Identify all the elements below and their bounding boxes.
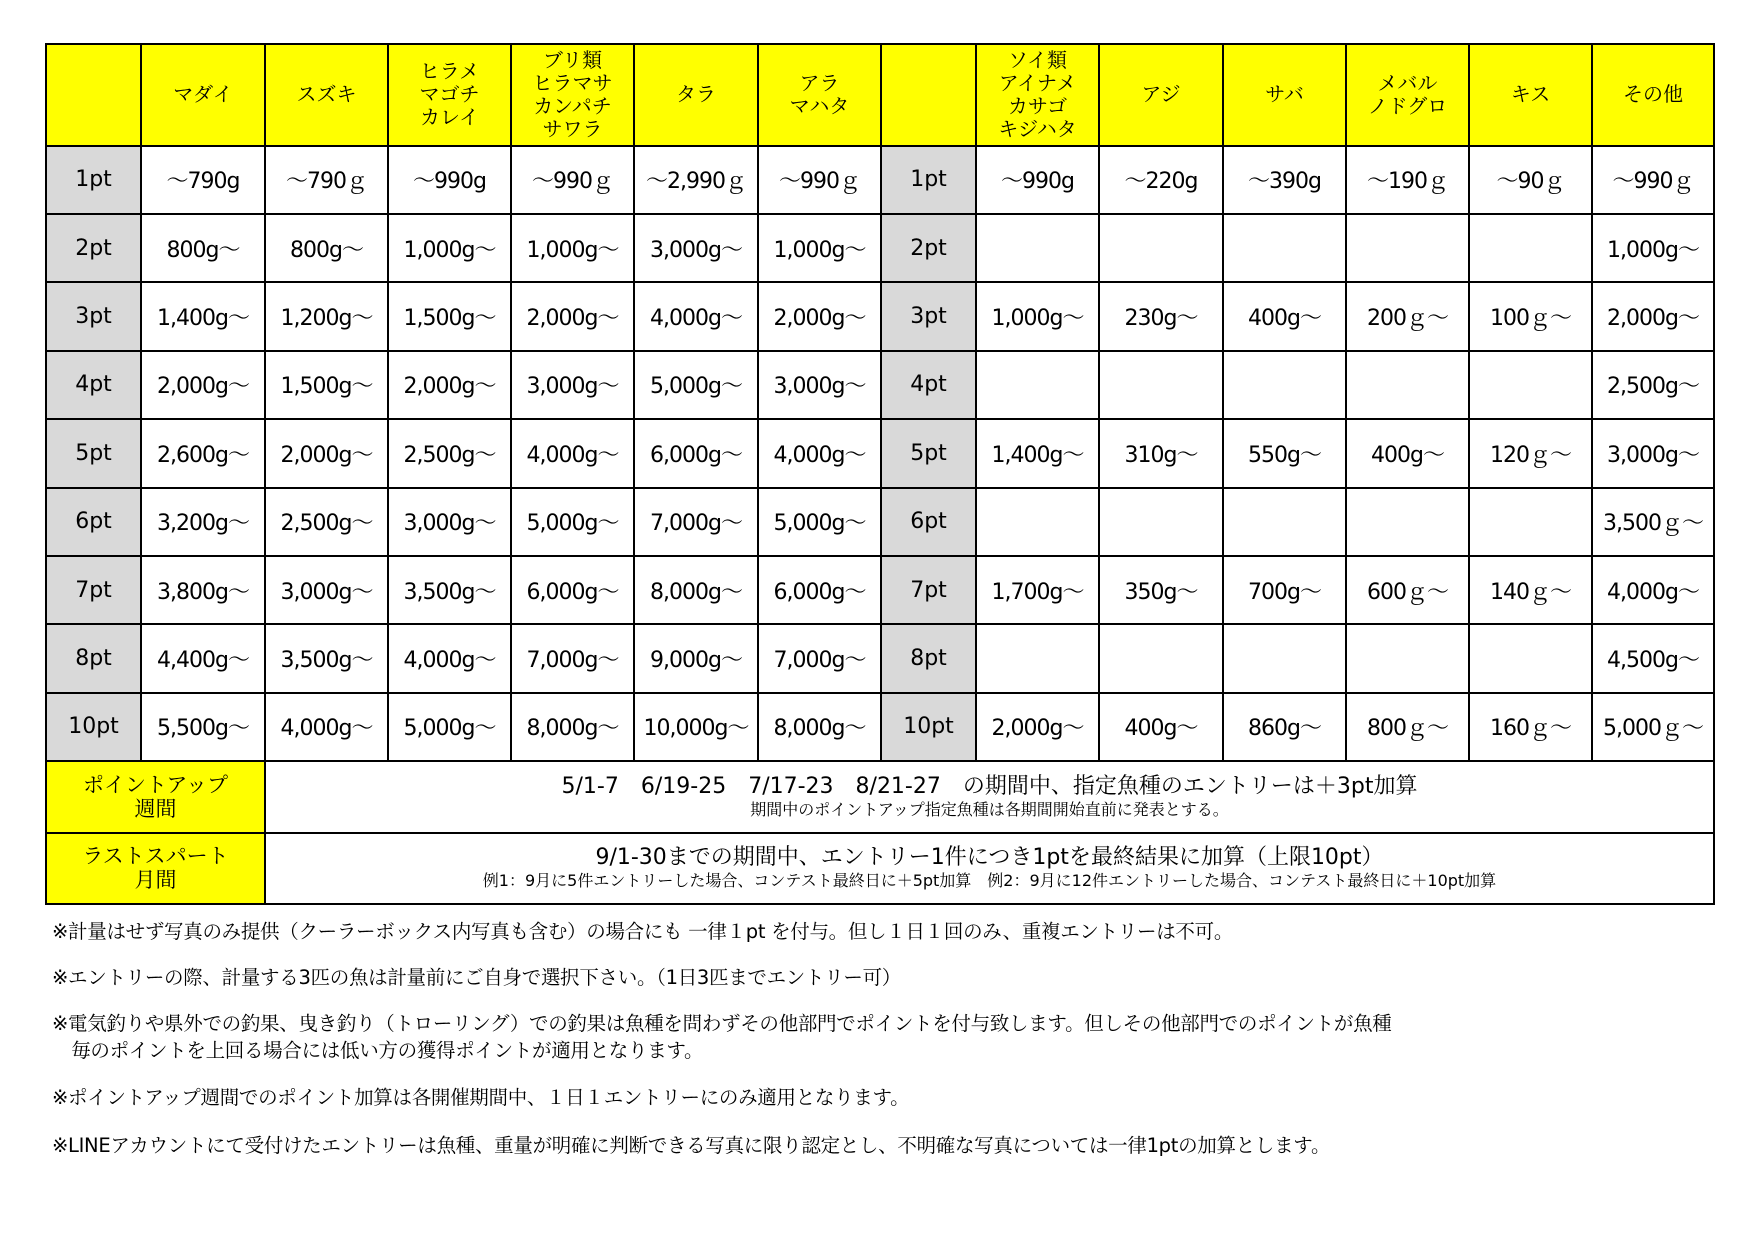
weight-cell: ～90ｇ	[1469, 146, 1592, 214]
points-table-body	[46, 44, 1714, 904]
weight-cell: 350g～	[1099, 556, 1223, 624]
weight-cell	[1469, 488, 1592, 556]
weight-cell: ～2,990ｇ	[634, 146, 758, 214]
weight-cell: 1,000g～	[1592, 214, 1714, 282]
weight-cell: 1,000g～	[511, 214, 634, 282]
points-table	[45, 43, 1715, 905]
weight-cell	[1346, 214, 1469, 282]
header-cell: アラ マハタ	[758, 44, 881, 146]
header-cell: キス	[1469, 44, 1592, 146]
points-label: 4pt	[46, 351, 141, 419]
header-cell: ソイ類 アイナメ カサゴ キジハタ	[976, 44, 1099, 146]
table-row	[46, 282, 1714, 350]
header-cell	[881, 44, 976, 146]
weight-cell: 5,000g～	[758, 488, 881, 556]
weight-cell: 800g～	[141, 214, 265, 282]
weight-cell: 4,000g～	[388, 624, 511, 692]
weight-cell: 400g～	[1223, 282, 1346, 350]
points-label: 1pt	[46, 146, 141, 214]
weight-cell: 6,000g～	[758, 556, 881, 624]
header-cell: ブリ類 ヒラマサ カンパチ サワラ	[511, 44, 634, 146]
weight-cell: 4,000g～	[1592, 556, 1714, 624]
header-cell: マダイ	[141, 44, 265, 146]
weight-cell: 4,500g～	[1592, 624, 1714, 692]
points-label: 3pt	[881, 282, 976, 350]
weight-cell: 6,000g～	[511, 556, 634, 624]
special-row-lastspurt	[46, 833, 1714, 905]
weight-cell: 2,000g～	[388, 351, 511, 419]
special-description	[265, 761, 1714, 832]
weight-cell: 140ｇ～	[1469, 556, 1592, 624]
header-cell: サバ	[1223, 44, 1346, 146]
weight-cell: 10,000g～	[634, 693, 758, 761]
weight-cell	[1223, 214, 1346, 282]
weight-cell	[976, 488, 1099, 556]
header-cell: アジ	[1099, 44, 1223, 146]
note: ※電気釣りや県外での釣果、曳き釣り（トローリング）での釣果は魚種を問わずその他部門でポイントを付与致します。但しその他部門でのポイントが魚種 毎のポイントを上回る場合には低い方の獲得ポイントが適用となります。	[52, 1012, 1392, 1062]
header-cell: その他	[1592, 44, 1714, 146]
header-cell: スズキ	[265, 44, 388, 146]
weight-cell: 800ｇ～	[1346, 693, 1469, 761]
weight-cell	[1469, 351, 1592, 419]
points-label: 5pt	[881, 419, 976, 487]
weight-cell: ～990g	[388, 146, 511, 214]
weight-cell: 7,000g～	[511, 624, 634, 692]
weight-cell: 3,000g～	[758, 351, 881, 419]
weight-cell: 2,000g～	[758, 282, 881, 350]
weight-cell: 1,400g～	[141, 282, 265, 350]
points-label: 6pt	[881, 488, 976, 556]
weight-cell: 400g～	[1099, 693, 1223, 761]
weight-cell: 4,400g～	[141, 624, 265, 692]
weight-cell	[1346, 488, 1469, 556]
special-label: ポイントアップ 週間	[46, 761, 265, 832]
header-cell: ヒラメ マゴチ カレイ	[388, 44, 511, 146]
table-row	[46, 488, 1714, 556]
weight-cell: 9,000g～	[634, 624, 758, 692]
weight-cell: 2,500g～	[1592, 351, 1714, 419]
weight-cell: 2,000g～	[265, 419, 388, 487]
special-sub-text: 期間中のポイントアップ指定魚種は各期間開始直前に発表とする。	[750, 799, 1229, 819]
weight-cell: 3,200g～	[141, 488, 265, 556]
weight-cell: 6,000g～	[634, 419, 758, 487]
weight-cell: 600ｇ～	[1346, 556, 1469, 624]
weight-cell	[1099, 214, 1223, 282]
weight-cell: 4,000g～	[758, 419, 881, 487]
weight-cell: 100ｇ～	[1469, 282, 1592, 350]
weight-cell: 2,500g～	[265, 488, 388, 556]
weight-cell	[1223, 351, 1346, 419]
weight-cell: 230g～	[1099, 282, 1223, 350]
points-label: 10pt	[881, 693, 976, 761]
header-row	[46, 44, 1714, 146]
weight-cell: 1,000g～	[388, 214, 511, 282]
weight-cell: 120ｇ～	[1469, 419, 1592, 487]
note: ※ポイントアップ週間でのポイント加算は各開催期間中、１日１エントリーにのみ適用となります。	[52, 1086, 910, 1109]
weight-cell	[1223, 488, 1346, 556]
points-label: 4pt	[881, 351, 976, 419]
weight-cell: 2,600g～	[141, 419, 265, 487]
table-row	[46, 419, 1714, 487]
weight-cell	[1099, 488, 1223, 556]
weight-cell: 3,500ｇ～	[1592, 488, 1714, 556]
weight-cell: ～990ｇ	[758, 146, 881, 214]
weight-cell: 3,800g～	[141, 556, 265, 624]
special-row-pointup	[46, 761, 1714, 832]
points-label: 10pt	[46, 693, 141, 761]
points-label: 2pt	[881, 214, 976, 282]
points-label: 8pt	[46, 624, 141, 692]
weight-cell	[976, 214, 1099, 282]
weight-cell: 7,000g～	[634, 488, 758, 556]
points-label: 2pt	[46, 214, 141, 282]
weight-cell	[1469, 624, 1592, 692]
points-label: 1pt	[881, 146, 976, 214]
weight-cell: 3,000g～	[265, 556, 388, 624]
special-main-text: 9/1-30までの期間中、エントリー1件につき1ptを最終結果に加算（上限10pt）	[595, 845, 1384, 871]
weight-cell: 1,500g～	[388, 282, 511, 350]
weight-cell: ～990g	[976, 146, 1099, 214]
weight-cell: 3,000g～	[388, 488, 511, 556]
points-label: 7pt	[46, 556, 141, 624]
weight-cell	[1223, 624, 1346, 692]
weight-cell: 7,000g～	[758, 624, 881, 692]
weight-cell: 1,200g～	[265, 282, 388, 350]
weight-cell: 5,000g～	[634, 351, 758, 419]
weight-cell: 700g～	[1223, 556, 1346, 624]
weight-cell: 3,500g～	[388, 556, 511, 624]
weight-cell: 8,000g～	[634, 556, 758, 624]
weight-cell: ～790ｇ	[265, 146, 388, 214]
table-row	[46, 351, 1714, 419]
weight-cell: 4,000g～	[511, 419, 634, 487]
special-main-text: 5/1-7 6/19-25 7/17-23 8/21-27 の期間中、指定魚種のエントリーは＋3pt加算	[561, 773, 1418, 799]
header-cell: メバル ノドグロ	[1346, 44, 1469, 146]
points-label: 7pt	[881, 556, 976, 624]
weight-cell: 8,000g～	[511, 693, 634, 761]
weight-cell: 1,700g～	[976, 556, 1099, 624]
weight-cell	[1346, 624, 1469, 692]
weight-cell: ～220g	[1099, 146, 1223, 214]
weight-cell: 3,500g～	[265, 624, 388, 692]
weight-cell	[1099, 624, 1223, 692]
table-row	[46, 624, 1714, 692]
weight-cell: ～990ｇ	[511, 146, 634, 214]
weight-cell: 5,500g～	[141, 693, 265, 761]
special-label: ラストスパート 月間	[46, 833, 265, 905]
weight-cell: 860g～	[1223, 693, 1346, 761]
weight-cell: 5,000ｇ～	[1592, 693, 1714, 761]
weight-cell: 2,000g～	[1592, 282, 1714, 350]
weight-cell: 310g～	[1099, 419, 1223, 487]
weight-cell: 160ｇ～	[1469, 693, 1592, 761]
points-label: 3pt	[46, 282, 141, 350]
weight-cell: 1,000g～	[758, 214, 881, 282]
weight-cell	[976, 624, 1099, 692]
weight-cell: 2,000g～	[976, 693, 1099, 761]
table-row	[46, 693, 1714, 761]
points-label: 8pt	[881, 624, 976, 692]
special-description	[265, 833, 1714, 905]
weight-cell: 3,000g～	[634, 214, 758, 282]
special-sub-text: 例1：9月に5件エントリーした場合、コンテスト最終日に＋5pt加算 例2：9月に12件エントリーした場合、コンテスト最終日に＋10pt加算	[482, 871, 1497, 891]
weight-cell: 8,000g～	[758, 693, 881, 761]
weight-cell	[976, 351, 1099, 419]
weight-cell: 2,500g～	[388, 419, 511, 487]
note: ※エントリーの際、計量する3匹の魚は計量前にご自身で選択下さい。（1日3匹までエントリー可）	[52, 966, 902, 989]
weight-cell: 1,000g～	[976, 282, 1099, 350]
header-cell: タラ	[634, 44, 758, 146]
table-row	[46, 556, 1714, 624]
weight-cell: ～190ｇ	[1346, 146, 1469, 214]
weight-cell	[1099, 351, 1223, 419]
weight-cell: 1,400g～	[976, 419, 1099, 487]
weight-cell: 5,000g～	[511, 488, 634, 556]
weight-cell: 2,000g～	[511, 282, 634, 350]
weight-cell: 2,000g～	[141, 351, 265, 419]
points-label: 6pt	[46, 488, 141, 556]
weight-cell: 4,000g～	[265, 693, 388, 761]
weight-cell: 1,500g～	[265, 351, 388, 419]
weight-cell	[1346, 351, 1469, 419]
note: ※計量はせず写真のみ提供（クーラーボックス内写真も含む）の場合にも 一律１pt を付与。但し１日１回のみ、重複エントリーは不可。	[52, 920, 1234, 943]
note: ※LINEアカウントにて受付けたエントリーは魚種、重量が明確に判断できる写真に限り認定とし、不明確な写真については一律1ptの加算とします。	[52, 1134, 1331, 1157]
weight-cell: 800g～	[265, 214, 388, 282]
weight-cell: 200ｇ～	[1346, 282, 1469, 350]
points-label: 5pt	[46, 419, 141, 487]
header-corner	[46, 44, 141, 146]
weight-cell	[1469, 214, 1592, 282]
weight-cell: 400g～	[1346, 419, 1469, 487]
weight-cell: ～990ｇ	[1592, 146, 1714, 214]
weight-cell: 3,000g～	[1592, 419, 1714, 487]
weight-cell: 3,000g～	[511, 351, 634, 419]
weight-cell: ～790g	[141, 146, 265, 214]
weight-cell: 5,000g～	[388, 693, 511, 761]
table-row	[46, 146, 1714, 214]
weight-cell: 4,000g～	[634, 282, 758, 350]
weight-cell: ～390g	[1223, 146, 1346, 214]
weight-cell: 550g～	[1223, 419, 1346, 487]
table-row	[46, 214, 1714, 282]
